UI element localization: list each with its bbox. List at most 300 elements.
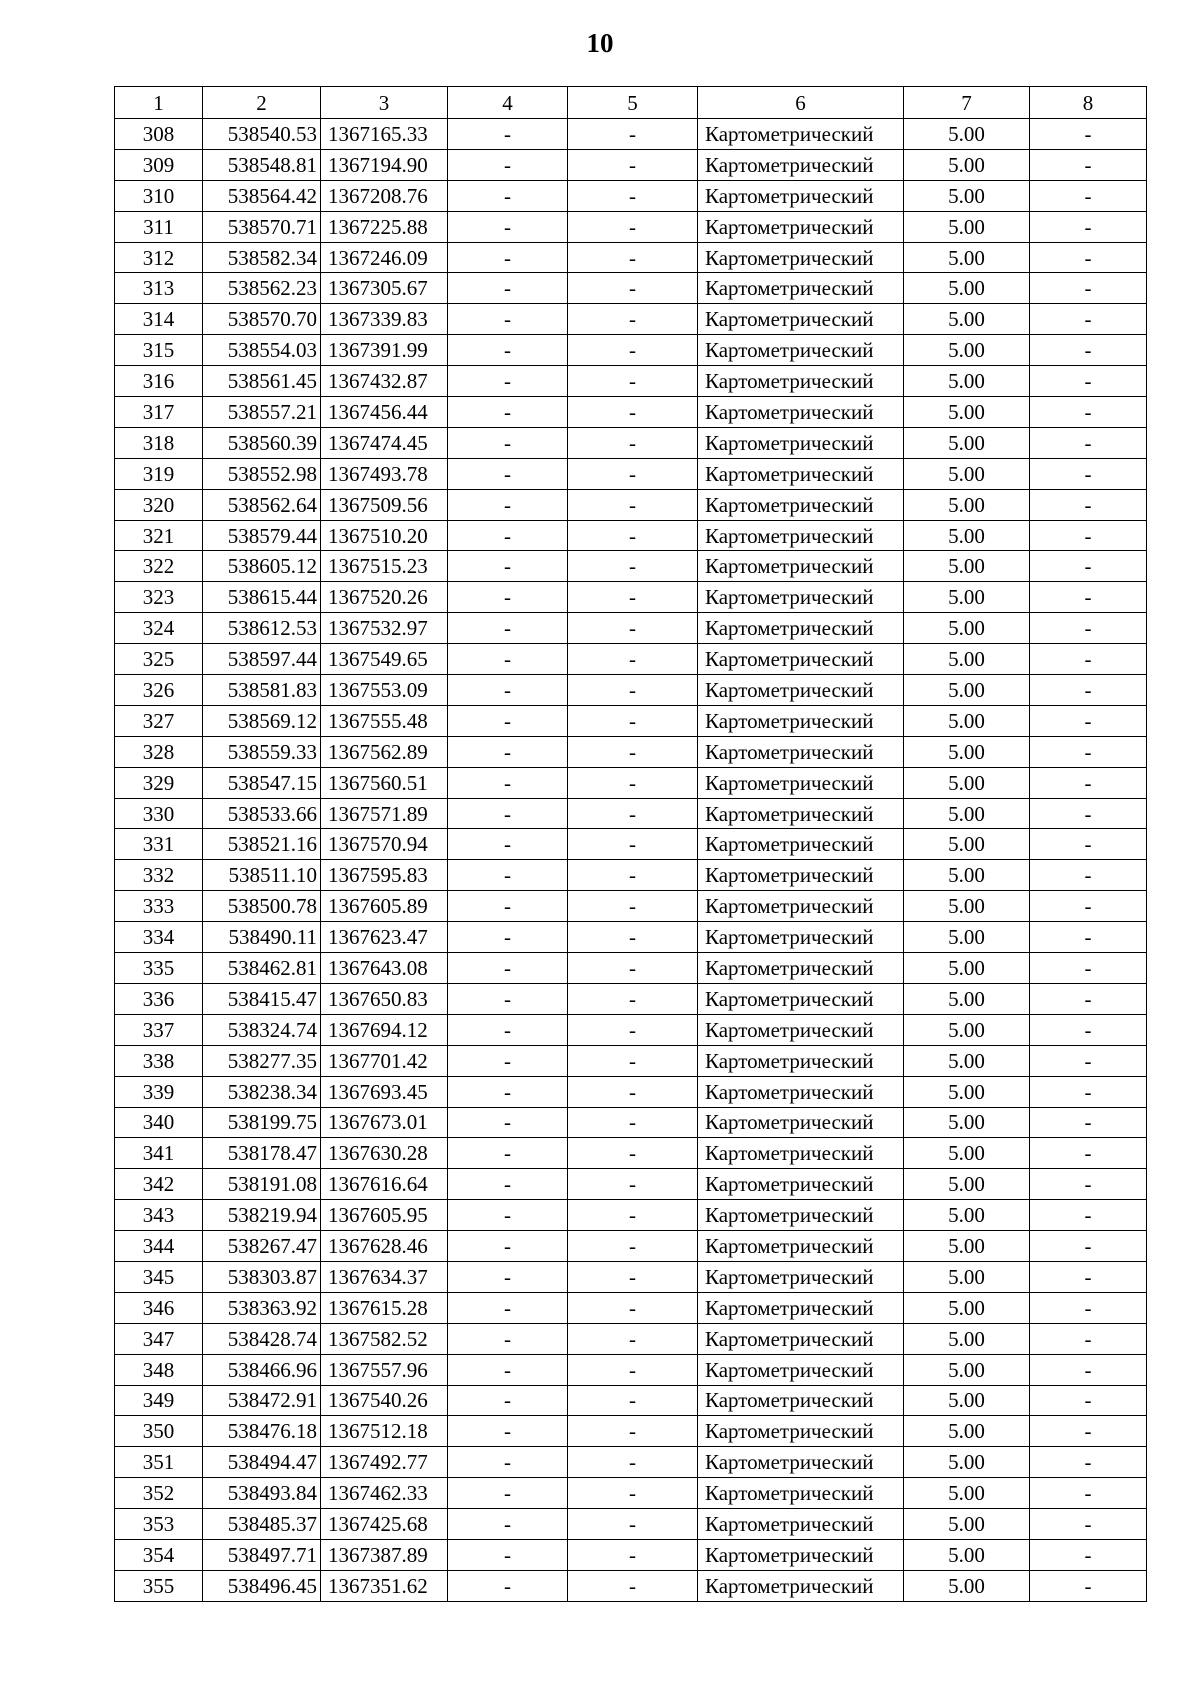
y-coordinate-cell: 1367615.28 (321, 1292, 448, 1323)
x-coordinate-cell: 538581.83 (203, 675, 321, 706)
x-coordinate-cell: 538521.16 (203, 829, 321, 860)
table-row (115, 1169, 1147, 1200)
point-number-cell: 355 (115, 1570, 203, 1601)
col8-cell: - (1030, 736, 1147, 767)
y-coordinate-cell: 1367493.78 (321, 458, 448, 489)
col5-cell: - (568, 335, 698, 366)
table-row (115, 736, 1147, 767)
table-row (115, 705, 1147, 736)
col8-cell: - (1030, 705, 1147, 736)
method-cell: Картометрический (698, 582, 904, 613)
col8-cell: - (1030, 829, 1147, 860)
col5-cell: - (568, 458, 698, 489)
x-coordinate-cell: 538562.23 (203, 273, 321, 304)
col5-cell: - (568, 1570, 698, 1601)
y-coordinate-cell: 1367605.89 (321, 891, 448, 922)
point-number-cell: 327 (115, 705, 203, 736)
col8-cell: - (1030, 1478, 1147, 1509)
accuracy-cell: 5.00 (904, 922, 1030, 953)
page-number: 10 (586, 28, 614, 58)
x-coordinate-cell: 538178.47 (203, 1138, 321, 1169)
point-number-cell: 320 (115, 489, 203, 520)
x-coordinate-cell: 538191.08 (203, 1169, 321, 1200)
col5-cell: - (568, 1261, 698, 1292)
col8-cell: - (1030, 119, 1147, 150)
method-cell: Картометрический (698, 644, 904, 675)
point-number-cell: 314 (115, 304, 203, 335)
col8-cell: - (1030, 798, 1147, 829)
accuracy-cell: 5.00 (904, 335, 1030, 366)
x-coordinate-cell: 538462.81 (203, 953, 321, 984)
point-number-cell: 350 (115, 1416, 203, 1447)
col4-cell: - (448, 767, 568, 798)
y-coordinate-cell: 1367225.88 (321, 211, 448, 242)
column-header: 8 (1030, 87, 1147, 119)
y-coordinate-cell: 1367630.28 (321, 1138, 448, 1169)
table-row (115, 1261, 1147, 1292)
col5-cell: - (568, 1138, 698, 1169)
col4-cell: - (448, 1231, 568, 1262)
table-body (115, 119, 1147, 1602)
col4-cell: - (448, 613, 568, 644)
x-coordinate-cell: 538605.12 (203, 551, 321, 582)
accuracy-cell: 5.00 (904, 119, 1030, 150)
table-row (115, 180, 1147, 211)
accuracy-cell: 5.00 (904, 736, 1030, 767)
method-cell: Картометрический (698, 1014, 904, 1045)
y-coordinate-cell: 1367605.95 (321, 1200, 448, 1231)
point-number-cell: 323 (115, 582, 203, 613)
col5-cell: - (568, 489, 698, 520)
table-row (115, 1292, 1147, 1323)
y-coordinate-cell: 1367673.01 (321, 1107, 448, 1138)
column-header: 7 (904, 87, 1030, 119)
x-coordinate-cell: 538219.94 (203, 1200, 321, 1231)
x-coordinate-cell: 538533.66 (203, 798, 321, 829)
method-cell: Картометрический (698, 983, 904, 1014)
accuracy-cell: 5.00 (904, 489, 1030, 520)
x-coordinate-cell: 538582.34 (203, 242, 321, 273)
method-cell: Картометрический (698, 397, 904, 428)
col5-cell: - (568, 1478, 698, 1509)
col5-cell: - (568, 1354, 698, 1385)
accuracy-cell: 5.00 (904, 983, 1030, 1014)
col4-cell: - (448, 119, 568, 150)
table-row (115, 273, 1147, 304)
method-cell: Картометрический (698, 1045, 904, 1076)
col5-cell: - (568, 922, 698, 953)
method-cell: Картометрический (698, 798, 904, 829)
table-row (115, 1447, 1147, 1478)
point-number-cell: 346 (115, 1292, 203, 1323)
table-row (115, 891, 1147, 922)
col4-cell: - (448, 705, 568, 736)
point-number-cell: 313 (115, 273, 203, 304)
point-number-cell: 336 (115, 983, 203, 1014)
col4-cell: - (448, 1107, 568, 1138)
col5-cell: - (568, 613, 698, 644)
column-header: 2 (203, 87, 321, 119)
y-coordinate-cell: 1367351.62 (321, 1570, 448, 1601)
table-row (115, 1539, 1147, 1570)
x-coordinate-cell: 538500.78 (203, 891, 321, 922)
point-number-cell: 317 (115, 397, 203, 428)
col8-cell: - (1030, 1014, 1147, 1045)
accuracy-cell: 5.00 (904, 767, 1030, 798)
method-cell: Картометрический (698, 1323, 904, 1354)
y-coordinate-cell: 1367582.52 (321, 1323, 448, 1354)
method-cell: Картометрический (698, 366, 904, 397)
method-cell: Картометрический (698, 489, 904, 520)
accuracy-cell: 5.00 (904, 1354, 1030, 1385)
table-row (115, 427, 1147, 458)
method-cell: Картометрический (698, 1107, 904, 1138)
x-coordinate-cell: 538199.75 (203, 1107, 321, 1138)
table-row (115, 1385, 1147, 1416)
col4-cell: - (448, 675, 568, 706)
col8-cell: - (1030, 953, 1147, 984)
x-coordinate-cell: 538238.34 (203, 1076, 321, 1107)
table-row (115, 1478, 1147, 1509)
y-coordinate-cell: 1367570.94 (321, 829, 448, 860)
x-coordinate-cell: 538561.45 (203, 366, 321, 397)
point-number-cell: 318 (115, 427, 203, 458)
col4-cell: - (448, 1138, 568, 1169)
col5-cell: - (568, 736, 698, 767)
col8-cell: - (1030, 860, 1147, 891)
x-coordinate-cell: 538540.53 (203, 119, 321, 150)
y-coordinate-cell: 1367512.18 (321, 1416, 448, 1447)
point-number-cell: 330 (115, 798, 203, 829)
method-cell: Картометрический (698, 119, 904, 150)
y-coordinate-cell: 1367560.51 (321, 767, 448, 798)
x-coordinate-cell: 538511.10 (203, 860, 321, 891)
col8-cell: - (1030, 983, 1147, 1014)
col5-cell: - (568, 1416, 698, 1447)
point-number-cell: 309 (115, 149, 203, 180)
method-cell: Картометрический (698, 1200, 904, 1231)
col4-cell: - (448, 1169, 568, 1200)
point-number-cell: 312 (115, 242, 203, 273)
y-coordinate-cell: 1367555.48 (321, 705, 448, 736)
y-coordinate-cell: 1367462.33 (321, 1478, 448, 1509)
method-cell: Картометрический (698, 705, 904, 736)
col5-cell: - (568, 644, 698, 675)
col5-cell: - (568, 1509, 698, 1540)
col5-cell: - (568, 149, 698, 180)
col5-cell: - (568, 1107, 698, 1138)
method-cell: Картометрический (698, 1231, 904, 1262)
x-coordinate-cell: 538548.81 (203, 149, 321, 180)
table-row (115, 119, 1147, 150)
col8-cell: - (1030, 613, 1147, 644)
col8-cell: - (1030, 551, 1147, 582)
col5-cell: - (568, 1292, 698, 1323)
accuracy-cell: 5.00 (904, 1261, 1030, 1292)
col4-cell: - (448, 1447, 568, 1478)
accuracy-cell: 5.00 (904, 860, 1030, 891)
col4-cell: - (448, 304, 568, 335)
col5-cell: - (568, 273, 698, 304)
x-coordinate-cell: 538363.92 (203, 1292, 321, 1323)
col8-cell: - (1030, 1200, 1147, 1231)
col5-cell: - (568, 211, 698, 242)
method-cell: Картометрический (698, 953, 904, 984)
y-coordinate-cell: 1367557.96 (321, 1354, 448, 1385)
x-coordinate-cell: 538559.33 (203, 736, 321, 767)
col8-cell: - (1030, 304, 1147, 335)
col4-cell: - (448, 273, 568, 304)
col5-cell: - (568, 1045, 698, 1076)
x-coordinate-cell: 538564.42 (203, 180, 321, 211)
accuracy-cell: 5.00 (904, 1416, 1030, 1447)
table-row (115, 1231, 1147, 1262)
accuracy-cell: 5.00 (904, 1138, 1030, 1169)
point-number-cell: 310 (115, 180, 203, 211)
y-coordinate-cell: 1367165.33 (321, 119, 448, 150)
method-cell: Картометрический (698, 1509, 904, 1540)
col8-cell: - (1030, 767, 1147, 798)
method-cell: Картометрический (698, 1292, 904, 1323)
method-cell: Картометрический (698, 427, 904, 458)
table-row (115, 397, 1147, 428)
table-row (115, 1076, 1147, 1107)
col8-cell: - (1030, 1539, 1147, 1570)
col5-cell: - (568, 1076, 698, 1107)
col4-cell: - (448, 520, 568, 551)
col8-cell: - (1030, 1045, 1147, 1076)
point-number-cell: 328 (115, 736, 203, 767)
col4-cell: - (448, 829, 568, 860)
col8-cell: - (1030, 1231, 1147, 1262)
y-coordinate-cell: 1367246.09 (321, 242, 448, 273)
table-header-row (115, 87, 1147, 119)
col8-cell: - (1030, 1169, 1147, 1200)
table-row (115, 458, 1147, 489)
col5-cell: - (568, 1169, 698, 1200)
col5-cell: - (568, 1385, 698, 1416)
point-number-cell: 319 (115, 458, 203, 489)
col8-cell: - (1030, 891, 1147, 922)
col8-cell: - (1030, 1416, 1147, 1447)
col4-cell: - (448, 427, 568, 458)
table-row (115, 1045, 1147, 1076)
col8-cell: - (1030, 1138, 1147, 1169)
x-coordinate-cell: 538547.15 (203, 767, 321, 798)
accuracy-cell: 5.00 (904, 149, 1030, 180)
accuracy-cell: 5.00 (904, 1447, 1030, 1478)
point-number-cell: 329 (115, 767, 203, 798)
table-row (115, 644, 1147, 675)
column-header: 4 (448, 87, 568, 119)
y-coordinate-cell: 1367509.56 (321, 489, 448, 520)
method-cell: Картометрический (698, 736, 904, 767)
col5-cell: - (568, 798, 698, 829)
col5-cell: - (568, 1447, 698, 1478)
col8-cell: - (1030, 366, 1147, 397)
col5-cell: - (568, 366, 698, 397)
accuracy-cell: 5.00 (904, 1014, 1030, 1045)
y-coordinate-cell: 1367456.44 (321, 397, 448, 428)
accuracy-cell: 5.00 (904, 644, 1030, 675)
col5-cell: - (568, 1014, 698, 1045)
table-row (115, 1107, 1147, 1138)
point-number-cell: 344 (115, 1231, 203, 1262)
point-number-cell: 334 (115, 922, 203, 953)
accuracy-cell: 5.00 (904, 304, 1030, 335)
method-cell: Картометрический (698, 613, 904, 644)
x-coordinate-cell: 538615.44 (203, 582, 321, 613)
x-coordinate-cell: 538466.96 (203, 1354, 321, 1385)
col4-cell: - (448, 1323, 568, 1354)
y-coordinate-cell: 1367532.97 (321, 613, 448, 644)
point-number-cell: 337 (115, 1014, 203, 1045)
col5-cell: - (568, 1539, 698, 1570)
table-row (115, 1354, 1147, 1385)
x-coordinate-cell: 538570.71 (203, 211, 321, 242)
x-coordinate-cell: 538493.84 (203, 1478, 321, 1509)
point-number-cell: 340 (115, 1107, 203, 1138)
x-coordinate-cell: 538612.53 (203, 613, 321, 644)
col4-cell: - (448, 211, 568, 242)
x-coordinate-cell: 538494.47 (203, 1447, 321, 1478)
table-row (115, 798, 1147, 829)
table-row (115, 489, 1147, 520)
y-coordinate-cell: 1367510.20 (321, 520, 448, 551)
table-row (115, 335, 1147, 366)
col5-cell: - (568, 891, 698, 922)
col8-cell: - (1030, 1447, 1147, 1478)
col8-cell: - (1030, 922, 1147, 953)
accuracy-cell: 5.00 (904, 427, 1030, 458)
point-number-cell: 339 (115, 1076, 203, 1107)
accuracy-cell: 5.00 (904, 1231, 1030, 1262)
accuracy-cell: 5.00 (904, 520, 1030, 551)
col8-cell: - (1030, 242, 1147, 273)
table-row (115, 613, 1147, 644)
col4-cell: - (448, 644, 568, 675)
col4-cell: - (448, 1045, 568, 1076)
point-number-cell: 311 (115, 211, 203, 242)
col8-cell: - (1030, 489, 1147, 520)
y-coordinate-cell: 1367694.12 (321, 1014, 448, 1045)
method-cell: Картометрический (698, 273, 904, 304)
point-number-cell: 351 (115, 1447, 203, 1478)
accuracy-cell: 5.00 (904, 397, 1030, 428)
point-number-cell: 341 (115, 1138, 203, 1169)
method-cell: Картометрический (698, 1354, 904, 1385)
col4-cell: - (448, 1539, 568, 1570)
y-coordinate-cell: 1367634.37 (321, 1261, 448, 1292)
col5-cell: - (568, 767, 698, 798)
accuracy-cell: 5.00 (904, 891, 1030, 922)
col5-cell: - (568, 860, 698, 891)
point-number-cell: 332 (115, 860, 203, 891)
accuracy-cell: 5.00 (904, 242, 1030, 273)
method-cell: Картометрический (698, 829, 904, 860)
accuracy-cell: 5.00 (904, 705, 1030, 736)
col8-cell: - (1030, 582, 1147, 613)
table-row (115, 366, 1147, 397)
col5-cell: - (568, 829, 698, 860)
y-coordinate-cell: 1367492.77 (321, 1447, 448, 1478)
accuracy-cell: 5.00 (904, 582, 1030, 613)
col4-cell: - (448, 458, 568, 489)
col8-cell: - (1030, 458, 1147, 489)
method-cell: Картометрический (698, 1385, 904, 1416)
point-number-cell: 316 (115, 366, 203, 397)
col4-cell: - (448, 582, 568, 613)
col4-cell: - (448, 551, 568, 582)
col4-cell: - (448, 1478, 568, 1509)
x-coordinate-cell: 538415.47 (203, 983, 321, 1014)
accuracy-cell: 5.00 (904, 366, 1030, 397)
method-cell: Картометрический (698, 1539, 904, 1570)
col8-cell: - (1030, 427, 1147, 458)
point-number-cell: 342 (115, 1169, 203, 1200)
x-coordinate-cell: 538485.37 (203, 1509, 321, 1540)
point-number-cell: 349 (115, 1385, 203, 1416)
table-row (115, 551, 1147, 582)
point-number-cell: 348 (115, 1354, 203, 1385)
table-row (115, 149, 1147, 180)
point-number-cell: 352 (115, 1478, 203, 1509)
method-cell: Картометрический (698, 335, 904, 366)
point-number-cell: 333 (115, 891, 203, 922)
x-coordinate-cell: 538560.39 (203, 427, 321, 458)
y-coordinate-cell: 1367643.08 (321, 953, 448, 984)
method-cell: Картометрический (698, 675, 904, 706)
method-cell: Картометрический (698, 304, 904, 335)
point-number-cell: 315 (115, 335, 203, 366)
point-number-cell: 326 (115, 675, 203, 706)
y-coordinate-cell: 1367650.83 (321, 983, 448, 1014)
x-coordinate-cell: 538497.71 (203, 1539, 321, 1570)
table-row (115, 304, 1147, 335)
col8-cell: - (1030, 1261, 1147, 1292)
method-cell: Картометрический (698, 1138, 904, 1169)
point-number-cell: 343 (115, 1200, 203, 1231)
col5-cell: - (568, 119, 698, 150)
method-cell: Картометрический (698, 922, 904, 953)
point-number-cell: 325 (115, 644, 203, 675)
col4-cell: - (448, 1570, 568, 1601)
method-cell: Картометрический (698, 1478, 904, 1509)
col4-cell: - (448, 1014, 568, 1045)
x-coordinate-cell: 538597.44 (203, 644, 321, 675)
table-row (115, 983, 1147, 1014)
col8-cell: - (1030, 1570, 1147, 1601)
table-row (115, 829, 1147, 860)
col8-cell: - (1030, 1354, 1147, 1385)
column-header: 5 (568, 87, 698, 119)
col4-cell: - (448, 953, 568, 984)
accuracy-cell: 5.00 (904, 1323, 1030, 1354)
col5-cell: - (568, 582, 698, 613)
accuracy-cell: 5.00 (904, 1539, 1030, 1570)
x-coordinate-cell: 538569.12 (203, 705, 321, 736)
point-number-cell: 321 (115, 520, 203, 551)
method-cell: Картометрический (698, 242, 904, 273)
col5-cell: - (568, 1231, 698, 1262)
col4-cell: - (448, 922, 568, 953)
table-row (115, 675, 1147, 706)
y-coordinate-cell: 1367701.42 (321, 1045, 448, 1076)
y-coordinate-cell: 1367474.45 (321, 427, 448, 458)
col5-cell: - (568, 675, 698, 706)
col8-cell: - (1030, 273, 1147, 304)
method-cell: Картометрический (698, 1169, 904, 1200)
